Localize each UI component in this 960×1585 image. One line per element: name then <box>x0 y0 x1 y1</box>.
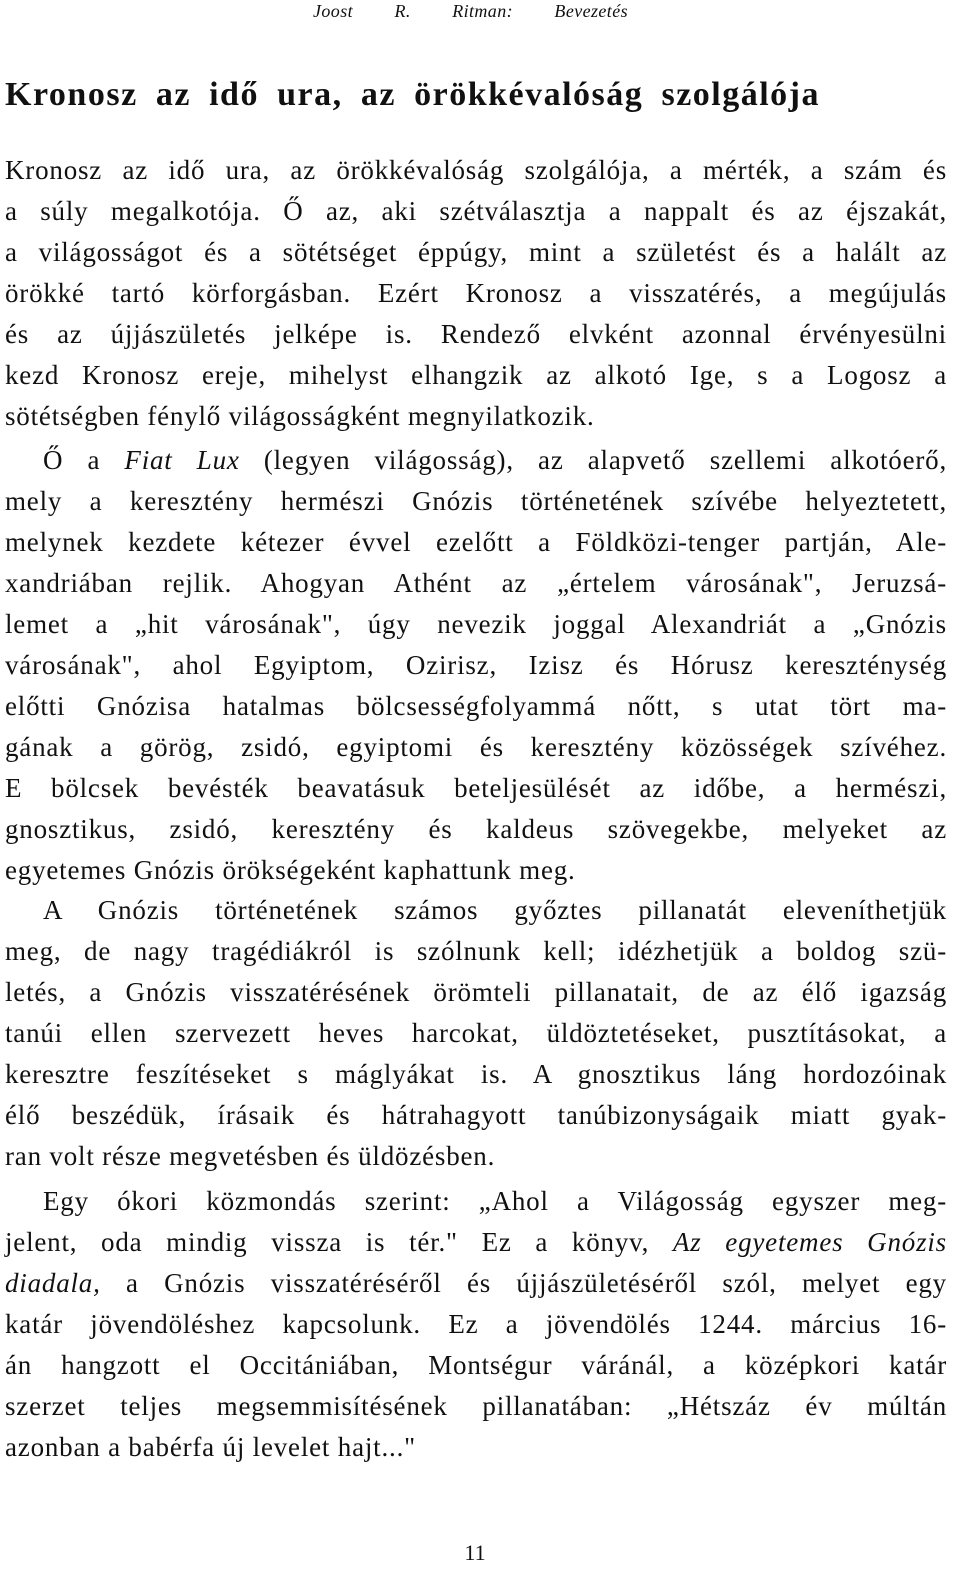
text-line: án hangzott el Occitániában, Montségur váránál, a középkori katár <box>5 1350 947 1380</box>
text-line: sötétségben fénylő világosságként megnyilatkozik. <box>5 401 595 431</box>
chapter-title: Kronosz az idő ura, az örökkévalóság szolgálója <box>5 76 820 113</box>
text-line: szerzet teljes megsemmisítésének pillanatában: „Hétszáz év múltán <box>5 1391 947 1421</box>
paragraph <box>5 440 947 891</box>
text-line: letés, a Gnózis visszatérésének örömteli pillanatait, de az élő igazság <box>5 977 947 1007</box>
text-line <box>5 1222 947 1263</box>
italic-text: diadala, <box>5 1268 101 1298</box>
text-line: katár jövendöléshez kapcsolunk. Ez a jövendölés 1244. március 16- <box>5 1309 947 1339</box>
text-segment: jelent, oda mindig vissza is tér." Ez a könyv, <box>5 1227 673 1257</box>
text-line: élő beszédük, írásaik és hátrahagyott tanúbizonyságaik miatt gyak- <box>5 1100 947 1130</box>
text-line <box>5 440 947 481</box>
text-line: A Gnózis történetének számos győztes pillanatát eleveníthetjük <box>43 895 947 925</box>
page-number: 11 <box>464 1540 486 1565</box>
text-line: a súly megalkotója. Ő az, aki szétválasztja a nappalt és az éjszakát, <box>5 196 947 226</box>
text-line <box>5 1263 947 1304</box>
italic-text: Az egyetemes Gnózis <box>672 1227 947 1257</box>
text-line: gának a görög, zsidó, egyiptomi és keresztény közösségek szívéhez. <box>5 732 947 762</box>
text-line: tanúi ellen szervezett heves harcokat, üldöztetéseket, pusztításokat, a <box>5 1018 947 1048</box>
text-line: Kronosz az idő ura, az örökkévalóság szolgálója, a mérték, a szám és <box>5 155 947 185</box>
text-line: azonban a babérfa új levelet hajt..." <box>5 1432 416 1462</box>
text-segment: (legyen világosság), az alapvető szellemi alkotóerő, <box>239 445 948 475</box>
italic-text: Fiat Lux <box>124 445 240 475</box>
text-segment: a Gnózis visszatéréséről és újjászületéséről szól, melyet egy <box>100 1268 947 1298</box>
text-line: előtti Gnózisa hatalmas bölcsességfolyammá nőtt, s utat tört ma- <box>5 691 947 721</box>
text-line: egyetemes Gnózis örökségeként kaphattunk meg. <box>5 855 576 885</box>
text-line: városának", ahol Egyiptom, Ozirisz, Izisz és Hórusz kereszténység <box>5 650 947 680</box>
text-line: meg, de nagy tragédiákról is szólnunk kell; idézhetjük a boldog szü- <box>5 936 947 966</box>
text-line: melynek kezdete kétezer évvel ezelőtt a Földközi-tenger partján, Ale- <box>5 527 947 557</box>
text-line: mely a keresztény hermészi Gnózis történetének szívébe helyeztetett, <box>5 486 947 516</box>
text-line: lemet a „hit városának", úgy nevezik joggal Alexandriát a „Gnózis <box>5 609 947 639</box>
text-segment: Ő a <box>43 445 125 475</box>
text-line: gnosztikus, zsidó, keresztény és kaldeus szövegekbe, melyeket az <box>5 814 947 844</box>
paragraph <box>5 890 947 1177</box>
running-head: Joost R. Ritman: Bevezetés <box>313 1 628 21</box>
text-line: Egy ókori közmondás szerint: „Ahol a Világosság egyszer meg- <box>43 1186 947 1216</box>
text-line: keresztre feszítéseket s máglyákat is. A gnosztikus láng hordozóinak <box>5 1059 947 1089</box>
text-line: örökké tartó körforgásban. Ezért Kronosz a visszatérés, a megújulás <box>5 278 947 308</box>
text-line: és az újjászületés jelképe is. Rendező elvként azonnal érvényesülni <box>5 319 947 349</box>
text-line: kezd Kronosz ereje, mihelyst elhangzik az alkotó Ige, s a Logosz a <box>5 360 947 390</box>
paragraph <box>5 150 947 437</box>
text-line: ran volt része megvetésben és üldözésben. <box>5 1141 496 1171</box>
text-line: a világosságot és a sötétséget éppúgy, mint a születést és a halált az <box>5 237 947 267</box>
paragraph <box>5 1181 947 1468</box>
text-line: xandriában rejlik. Ahogyan Athént az „értelem városának", Jeruzsá- <box>5 568 947 598</box>
text-line: E bölcsek bevésték beavatásuk beteljesülését az időbe, a hermészi, <box>5 773 947 803</box>
